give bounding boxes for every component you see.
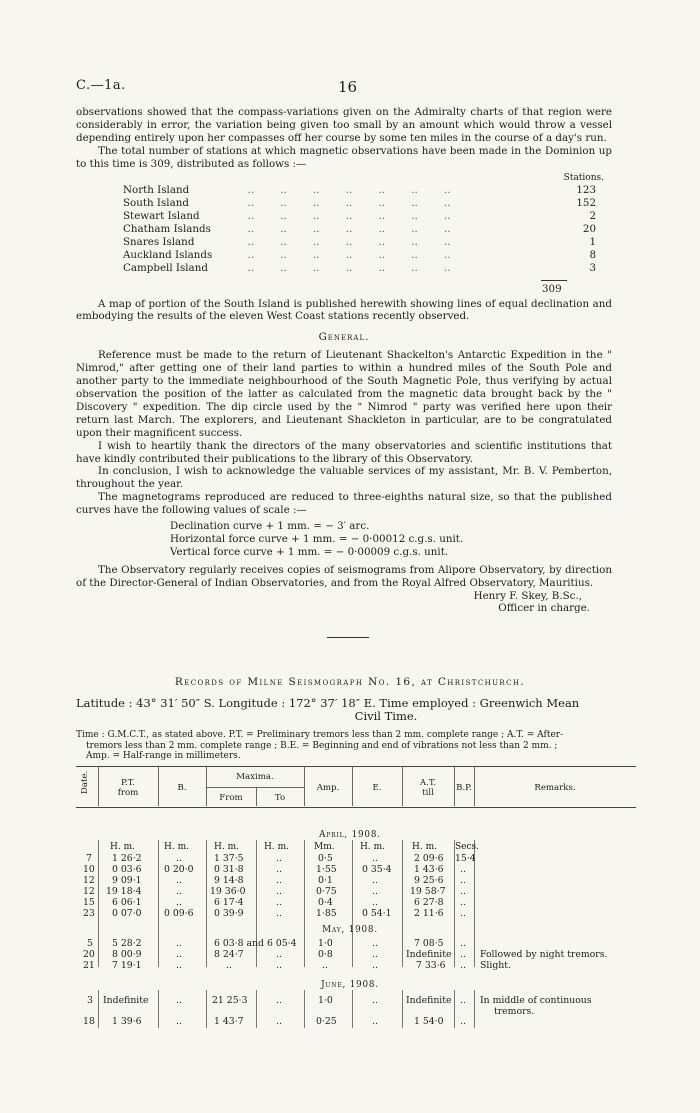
table-cell: 0·1 — [318, 875, 333, 886]
table-row — [0, 853, 700, 864]
table-cell: 0 07·0 — [112, 908, 142, 919]
table-cell: Indefinite — [406, 949, 452, 960]
table-cell: 6 03·8 and 6 05·4 — [214, 938, 297, 949]
table-cell: .. — [460, 864, 466, 875]
station-row — [123, 196, 596, 210]
unit-label: H. m. — [264, 842, 289, 852]
table-cell: 19 18·4 — [106, 886, 142, 897]
table-cell: .. — [372, 1016, 378, 1027]
table-cell: 7 33·6 — [416, 960, 446, 971]
station-name: Chatham Islands — [123, 222, 211, 235]
location-line — [76, 697, 636, 723]
table-cell: .. — [176, 938, 182, 949]
table-cell: 19 36·0 — [210, 886, 246, 897]
table-cell: 1 37·5 — [214, 853, 244, 864]
table-cell: 1·55 — [316, 864, 337, 875]
paragraph: A map of portion of the South Island is published herewith showing lines of equal declination and embodying the results of the eleven West Coast stations recently observed. — [76, 297, 612, 323]
table-row — [0, 908, 700, 919]
header-to: To — [274, 793, 286, 803]
table-cell: 6 17·4 — [214, 897, 244, 908]
paragraph: The magnetograms reproduced are reduced to three-eighths natural size, so that the published curves have the following values of scale :— — [76, 491, 612, 517]
table-cell: .. — [176, 875, 182, 886]
month-heading: June, 1908. — [321, 980, 379, 990]
station-name: Snares Island — [123, 235, 195, 248]
total-rule — [541, 280, 567, 281]
table-cell: .. — [276, 875, 282, 886]
table-cell: .. — [276, 995, 282, 1006]
table-cell: 7 08·5 — [414, 938, 444, 949]
table-cell: 9 14·8 — [214, 875, 244, 886]
table-cell: Slight. — [480, 960, 511, 971]
table-cell: 20 — [83, 949, 95, 960]
table-row — [0, 1016, 700, 1027]
table-cell: .. — [276, 1016, 282, 1027]
table-cell: 5 28·2 — [112, 938, 142, 949]
month-heading: April, 1908. — [319, 830, 381, 840]
table-cell: 7 — [86, 853, 92, 864]
station-name: North Island — [123, 183, 190, 196]
table-cell: 0 09·6 — [164, 908, 194, 919]
table-cell: 6 06·1 — [112, 897, 142, 908]
table-cell: .. — [176, 960, 182, 971]
station-count: 123 — [576, 183, 596, 196]
table-cell: .. — [176, 995, 182, 1006]
paragraph: The Observatory regularly receives copies of seismograms from Alipore Observatory, by direction of the Director-General of Indian Observatories, and from the Royal Alfred Observatory, Mauritius. — [76, 563, 612, 589]
table-cell: .. — [276, 886, 282, 897]
leader-dots: .. .. .. .. .. .. .. — [241, 183, 451, 196]
table-cell: tremors. — [494, 1006, 535, 1017]
table-cell: 6 27·8 — [414, 897, 444, 908]
table-cell: 18 — [83, 1016, 95, 1027]
table-cell: .. — [176, 886, 182, 897]
month-heading: May, 1908. — [322, 925, 378, 935]
table-cell: .. — [276, 960, 282, 971]
station-row — [123, 183, 596, 197]
location-text-cont: Civil Time. — [354, 709, 418, 723]
paragraph: observations showed that the compass-variations given on the Admiralty charts of that region were considerably in error, the variation being given too small by an amount which would throw a vessel depending entirely upon her compasses off her course by some ten miles in the course of a day's run. — [76, 106, 612, 144]
paragraph: In conclusion, I wish to acknowledge the valuable services of my assistant, Mr. B. V. Pemberton, throughout the year. — [76, 465, 612, 491]
page-number: 16 — [338, 78, 358, 96]
section-heading: General. — [318, 331, 370, 344]
paragraph: The total number of stations at which magnetic observations have been made in the Dominion up to this time is 309, distributed as follows :— — [76, 144, 612, 170]
table-cell: .. — [460, 1016, 466, 1027]
records-title: Records of Milne Seismograph No. 16, at Christchurch. — [174, 676, 526, 688]
table-cell: .. — [276, 949, 282, 960]
station-count: 20 — [582, 222, 596, 235]
table-cell: .. — [176, 949, 182, 960]
table-cell: .. — [460, 949, 466, 960]
header-from: From — [219, 793, 243, 803]
table-cell: 0 35·4 — [362, 864, 392, 875]
table-cell: 9 25·6 — [414, 875, 444, 886]
leader-dots: .. .. .. .. .. .. .. — [241, 235, 451, 248]
location-text: Latitude : 43° 31′ 50″ S. Longitude : 172° 37′ 18″ E. Time employed : Greenwich Mean — [76, 696, 580, 710]
table-cell: 2 11·6 — [414, 908, 444, 919]
station-count: 8 — [589, 248, 596, 261]
table-cell: 15·4 — [455, 853, 476, 864]
table-cell: 0·4 — [318, 897, 333, 908]
table-cell: 15 — [83, 897, 95, 908]
table-cell: .. — [176, 897, 182, 908]
station-name: South Island — [123, 196, 189, 209]
table-cell: 21 — [83, 960, 95, 971]
table-row — [0, 938, 700, 949]
note-line: Amp. = Half-range in millimeters. — [86, 751, 241, 761]
paragraph: Reference must be made to the return of Lieutenant Shackelton's Antarctic Expedition in the " Nimrod," after getting one of their land parties to within a hundred miles of the South Pole and another party to the immediate neighbourhood of the South Magnetic Pole, thus verifying by actual observation the position of the latter as calculated from the magnetic data brought back by the " Discovery " expedition. The dip circle used by the " Nimrod " party was verified here upon their return last March. The explorers, and Lieutenant Shackleton in particular, are to be congratulated upon their magnificent success. — [76, 349, 612, 439]
leader-dots: .. .. .. .. .. .. .. — [241, 261, 451, 274]
header-e: E. — [372, 783, 382, 793]
table-cell: .. — [276, 908, 282, 919]
header-at-till: till — [422, 788, 434, 798]
station-row — [123, 261, 596, 275]
leader-dots: .. .. .. .. .. .. .. — [241, 248, 451, 261]
stations-total: 309 — [542, 282, 562, 295]
table-row — [0, 875, 700, 886]
table-cell: 10 — [83, 864, 95, 875]
paragraph: I wish to heartily thank the directors of the many observatories and scientific institutions that have kindly contributed their publications to the library of this Observatory. — [76, 439, 612, 465]
stations-list — [76, 172, 612, 294]
header-maxima: Maxima. — [236, 772, 274, 782]
table-cell: 8 00·9 — [112, 949, 142, 960]
table-cell: 0 20·0 — [164, 864, 194, 875]
table-cell: 1 43·6 — [414, 864, 444, 875]
station-row — [123, 248, 596, 262]
table-cell: 7 19·1 — [112, 960, 142, 971]
table-row — [0, 995, 700, 1006]
table-cell: .. — [372, 995, 378, 1006]
table-cell: 0 39·9 — [214, 908, 244, 919]
stations-heading: Stations. — [563, 172, 604, 183]
scale-line: Horizontal force curve + 1 mm. = − 0·00012 c.g.s. unit. — [170, 532, 464, 545]
unit-label: H. m. — [412, 842, 437, 852]
header-amp: Amp. — [316, 783, 340, 793]
body-text — [76, 106, 612, 615]
header-remarks: Remarks. — [534, 783, 576, 793]
table-cell: .. — [460, 908, 466, 919]
table-cell: .. — [372, 949, 378, 960]
table-cell: .. — [176, 853, 182, 864]
table-cell: .. — [276, 864, 282, 875]
station-row — [123, 235, 596, 249]
table-cell: 5 — [87, 938, 93, 949]
unit-label: H. m. — [110, 842, 135, 852]
table-cell: .. — [276, 897, 282, 908]
table-cell: .. — [460, 995, 466, 1006]
table-cell: .. — [226, 960, 232, 971]
unit-label: H. m. — [214, 842, 239, 852]
table-cell: 1 43·7 — [214, 1016, 244, 1027]
table-cell: 1·0 — [318, 938, 333, 949]
maxima-rule — [206, 787, 304, 788]
header-date: Date. — [80, 770, 90, 794]
header-at: A.T. — [419, 778, 437, 788]
table-cell: 0·5 — [318, 853, 333, 864]
table-cell: .. — [276, 853, 282, 864]
table-cell: 0 03·6 — [112, 864, 142, 875]
table-cell: .. — [460, 897, 466, 908]
table-row — [0, 949, 700, 960]
table-cell: .. — [460, 875, 466, 886]
unit-label: H. m. — [164, 842, 189, 852]
leader-dots: .. .. .. .. .. .. .. — [241, 222, 451, 235]
table-cell: .. — [372, 897, 378, 908]
table-cell: .. — [372, 886, 378, 897]
table-cell: 2 09·6 — [414, 853, 444, 864]
table-cell: .. — [372, 938, 378, 949]
table-cell: 12 — [83, 875, 95, 886]
table-cell: Indefinite — [406, 995, 452, 1006]
note-line: tremors less than 2 mm. complete range ; B.E. = Beginning and end of vibrations not less than 2 mm. ; — [86, 740, 558, 751]
header-pt-from: from — [117, 788, 139, 798]
header-pt: P.T. — [121, 778, 135, 788]
table-cell: Followed by night tremors. — [480, 949, 608, 960]
table-cell: 21 25·3 — [212, 995, 248, 1006]
table-cell: 1·85 — [316, 908, 337, 919]
table-cell: .. — [372, 853, 378, 864]
table-cell: .. — [372, 875, 378, 886]
header-bp: B.P. — [456, 783, 472, 793]
unit-label: H. m. — [360, 842, 385, 852]
station-count: 3 — [589, 261, 596, 274]
table-cell: 0·8 — [318, 949, 333, 960]
station-name: Auckland Islands — [123, 248, 213, 261]
station-row — [123, 209, 596, 223]
column-rule — [98, 766, 99, 806]
page-header — [76, 78, 616, 94]
note-line: Time : G.M.C.T., as stated above. P.T. = Preliminary tremors less than 2 mm. complete range ; A.T. = After- — [76, 730, 564, 740]
station-row — [123, 222, 596, 236]
table-cell: 12 — [83, 886, 95, 897]
table-cell: 0·25 — [316, 1016, 337, 1027]
table-cell: 1·0 — [318, 995, 333, 1006]
table-cell: 0 54·1 — [362, 908, 392, 919]
scale-line: Vertical force curve + 1 mm. = − 0·00009 c.g.s. unit. — [170, 545, 449, 558]
table-cell: .. — [372, 960, 378, 971]
table-cell: 0·75 — [316, 886, 337, 897]
table-row — [0, 864, 700, 875]
station-count: 152 — [576, 196, 596, 209]
table-cell: 3 — [87, 995, 93, 1006]
table-cell: In middle of continuous — [480, 995, 592, 1006]
table-cell: 9 09·1 — [112, 875, 142, 886]
table-cell: Indefinite — [103, 995, 149, 1006]
signature-name: Henry F. Skey, B.Sc., — [473, 589, 582, 602]
records-notes — [76, 730, 636, 762]
unit-label: Mm. — [314, 842, 335, 852]
table-cell: 0 31·8 — [214, 864, 244, 875]
table-row — [0, 886, 700, 897]
signature-title: Officer in charge. — [498, 602, 590, 615]
table-cell: .. — [176, 1016, 182, 1027]
table-cell: .. — [460, 938, 466, 949]
table-cell: .. — [460, 886, 466, 897]
table-row — [0, 960, 700, 971]
table-cell: 1 26·2 — [112, 853, 142, 864]
scale-line: Declination curve + 1 mm. = − 3′ arc. — [170, 520, 370, 533]
table-cell: .. — [460, 960, 466, 971]
table-row — [0, 897, 700, 908]
leader-dots: .. .. .. .. .. .. .. — [241, 209, 451, 222]
station-count: 1 — [589, 235, 596, 248]
table-cell: 8 24·7 — [214, 949, 244, 960]
table-cell: 1 39·6 — [112, 1016, 142, 1027]
header-b: B. — [177, 783, 187, 793]
table-cell: 19 58·7 — [410, 886, 446, 897]
table-cell: 23 — [83, 908, 95, 919]
station-count: 2 — [589, 209, 596, 222]
station-name: Stewart Island — [123, 209, 200, 222]
section-divider — [327, 637, 369, 638]
leader-dots: .. .. .. .. .. .. .. — [241, 196, 451, 209]
table-cell: .. — [322, 960, 328, 971]
document-reference: C.—1a. — [76, 78, 126, 93]
station-name: Campbell Island — [123, 261, 208, 274]
unit-label: Secs. — [455, 842, 480, 852]
table-cell: 1 54·0 — [414, 1016, 444, 1027]
